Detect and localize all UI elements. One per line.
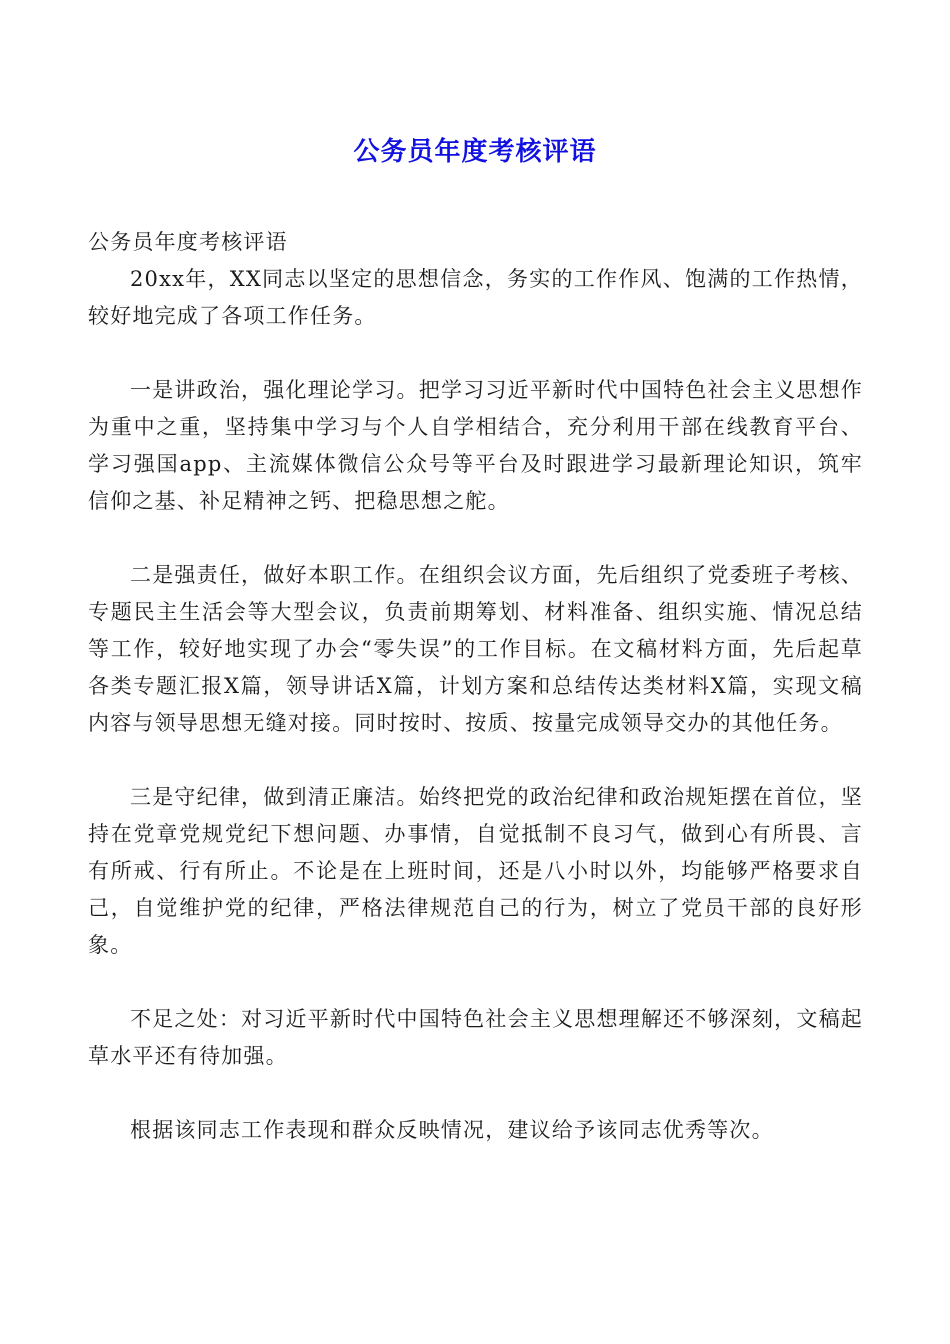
paragraph-shortcomings: 不足之处：对习近平新时代中国特色社会主义思想理解还不够深刻，文稿起草水平还有待加强。 [88, 1007, 863, 1068]
paragraph-politics: 一是讲政治，强化理论学习。把学习习近平新时代中国特色社会主义思想作为重中之重，坚持集中学习与个人自学相结合，充分利用干部在线教育平台、学习强国app、主流媒体微信公众号等平台及时跟进学习最新理论知识，筑牢信仰之基、补足精神之钙、把稳思想之舵。 [88, 378, 863, 513]
paragraph-spacer [88, 1075, 863, 1112]
paragraph-conclusion: 根据该同志工作表现和群众反映情况，建议给予该同志优秀等次。 [130, 1118, 774, 1142]
paragraph-spacer [88, 964, 863, 1001]
paragraph-spacer [88, 335, 863, 372]
paragraph-intro: 20xx年，XX同志以坚定的思想信念，务实的工作作风、饱满的工作热情，较好地完成了各项工作任务。 [88, 267, 863, 328]
paragraph-discipline: 三是守纪律，做到清正廉洁。始终把党的政治纪律和政治规矩摆在首位，坚持在党章党规党纪下想问题、办事情，自觉抵制不良习气，做到心有所畏、言有所戒、行有所止。不论是在上班时间，还是八小时以外，均能够严格要求自己，自觉维护党的纪律，严格法律规范自己的行为，树立了党员干部的良好形象。 [88, 785, 863, 957]
paragraph-spacer [88, 520, 863, 557]
document-title: 公务员年度考核评语 [353, 137, 597, 167]
document-subtitle: 公务员年度考核评语 [88, 230, 288, 254]
paragraph-spacer [88, 742, 863, 779]
paragraph-responsibility: 二是强责任，做好本职工作。在组织会议方面，先后组织了党委班子考核、专题民主生活会等大型会议，负责前期筹划、材料准备、组织实施、情况总结等工作，较好地实现了办会“零失误”的工作目标。在文稿材料方面，先后起草各类专题汇报X篇，领导讲话X篇，计划方案和总结传达类材料X篇，实现文稿内容与领导思想无缝对接。同时按时、按质、按量完成领导交办的其他任务。 [88, 563, 863, 735]
document-body [88, 224, 863, 1149]
